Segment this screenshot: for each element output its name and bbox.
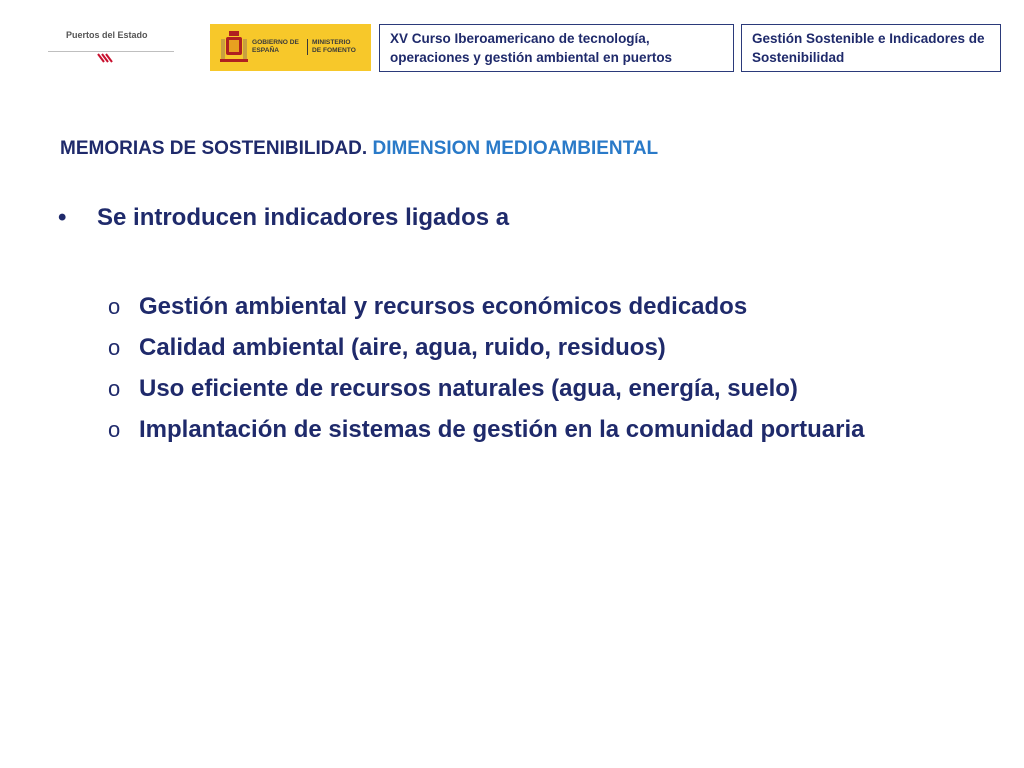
gobierno-text: GOBIERNO DE ESPAÑA [252, 39, 299, 54]
sub-bullet-list [108, 286, 865, 450]
list-item: o Uso eficiente de recursos naturales (agua, energía, suelo) [108, 368, 865, 409]
module-title-box [741, 24, 1001, 72]
coat-of-arms-icon [220, 31, 248, 65]
circle-bullet-icon: o [108, 335, 121, 360]
circle-bullet-icon: o [108, 294, 121, 319]
slide-title [60, 138, 658, 160]
circle-bullet-icon: o [108, 417, 121, 442]
course-title: XV Curso Iberoamericano de tecnología, operaciones y gestión ambiental en puertos [390, 31, 673, 65]
course-title-box [379, 24, 734, 72]
list-item: o Calidad ambiental (aire, agua, ruido, residuos) [108, 327, 865, 368]
puertos-del-estado-logo [48, 30, 174, 66]
bullet-icon: • [58, 204, 67, 231]
list-item: o Gestión ambiental y recursos económicos dedicados [108, 286, 865, 327]
slide-title-part2: DIMENSION MEDIOAMBIENTAL [372, 138, 659, 159]
puertos-logo-text: Puertos del Estado [66, 30, 148, 40]
ministerio-text: MINISTERIO DE FOMENTO [307, 39, 360, 55]
slide-title-part1: MEMORIAS DE SOSTENIBILIDAD. [60, 138, 368, 159]
module-title: Gestión Sostenible e Indicadores de Sostenibilidad [752, 31, 985, 65]
list-item: o Implantación de sistemas de gestión en la comunidad portuaria [108, 409, 865, 450]
main-bullet-text: Se introducen indicadores ligados a [97, 204, 510, 231]
gobierno-espana-logo [210, 24, 371, 71]
puertos-wave-icon [48, 30, 174, 66]
circle-bullet-icon: o [108, 376, 121, 401]
main-bullet [58, 204, 509, 232]
